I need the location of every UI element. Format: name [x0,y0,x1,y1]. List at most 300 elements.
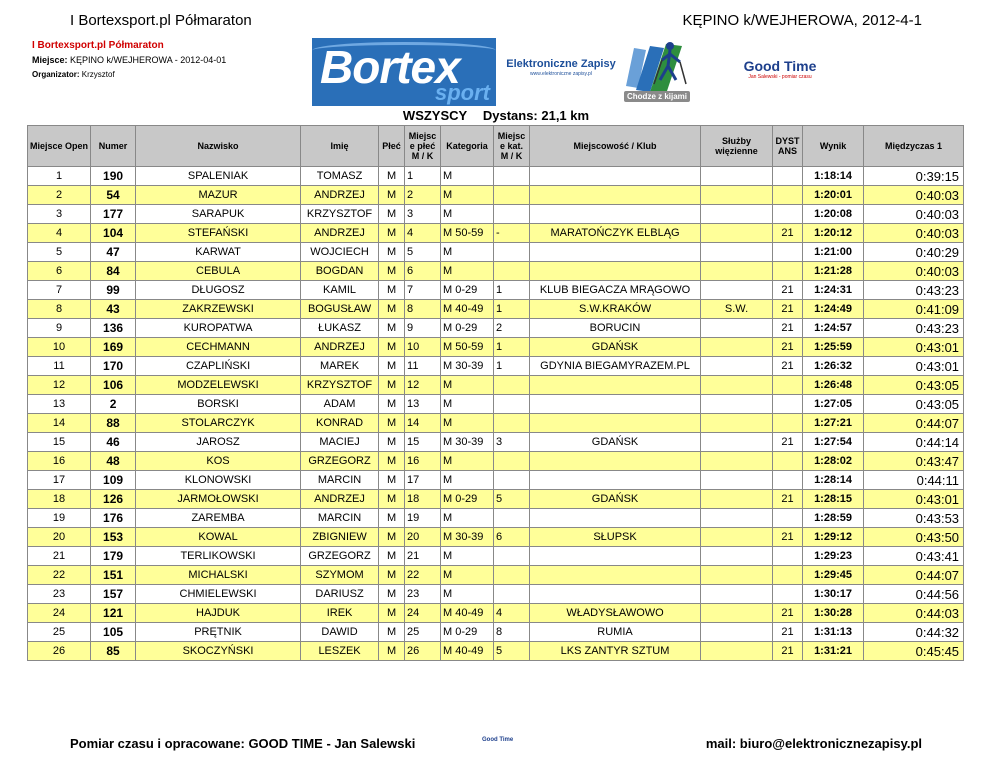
distance-label: Dystans: 21,1 km [482,108,590,123]
cell-miejsce-plec: 2 [405,186,441,205]
table-row [28,566,964,585]
table-row [28,490,964,509]
cell-klub [530,376,701,395]
cell-nazwisko: ZAREMBA [136,509,301,528]
cell-dystans: 21 [773,623,803,642]
results-table [27,125,964,661]
cell-numer: 109 [91,471,136,490]
cell-imie: ANDRZEJ [301,490,379,509]
cell-open: 10 [28,338,91,357]
cell-miejsce-kat: 5 [494,642,530,661]
cell-miedzyczas: 0:39:15 [864,167,964,186]
cell-kategoria: M [441,509,494,528]
cell-plec: M [379,452,405,471]
cell-miejsce-plec: 5 [405,243,441,262]
organizer-value: Krzysztof [81,70,115,79]
cell-kategoria: M [441,452,494,471]
cell-open: 2 [28,186,91,205]
place-line [32,55,226,65]
ez-logo-title: Elektroniczne Zapisy [506,58,616,70]
cell-wynik: 1:21:28 [803,262,864,281]
cell-wynik: 1:25:59 [803,338,864,357]
footer-contact-email: mail: biuro@elektronicznezapisy.pl [705,736,922,751]
cell-plec: M [379,395,405,414]
cell-numer: 190 [91,167,136,186]
cell-kategoria: M [441,205,494,224]
cell-kategoria: M [441,262,494,281]
cell-plec: M [379,376,405,395]
col-klub-header: Miejscowość / Klub [530,126,701,167]
cell-open: 26 [28,642,91,661]
cell-miejsce-kat [494,585,530,604]
place-value: KĘPINO k/WEJHEROWA - 2012-04-01 [70,55,227,65]
event-name: I Bortexsport.pl Półmaraton [32,40,164,51]
col-wynik-header: Wynik [803,126,864,167]
cell-numer: 136 [91,319,136,338]
cell-dystans: 21 [773,433,803,452]
cell-sluzby [701,224,773,243]
cell-klub [530,186,701,205]
cell-numer: 153 [91,528,136,547]
cell-open: 23 [28,585,91,604]
table-row [28,395,964,414]
cell-klub [530,167,701,186]
cell-wynik: 1:20:01 [803,186,864,205]
cell-miejsce-plec: 3 [405,205,441,224]
cell-klub [530,452,701,471]
cell-plec: M [379,566,405,585]
cell-miedzyczas: 0:43:01 [864,357,964,376]
cell-imie: MACIEJ [301,433,379,452]
cell-miedzyczas: 0:43:23 [864,281,964,300]
footer-timing-credit: Pomiar czasu i opracowane: GOOD TIME - Jan Salewski [70,736,416,751]
cell-miejsce-plec: 6 [405,262,441,281]
cell-dystans: 21 [773,281,803,300]
cell-miejsce-kat [494,547,530,566]
cell-wynik: 1:18:14 [803,167,864,186]
cell-open: 9 [28,319,91,338]
cell-miejsce-plec: 1 [405,167,441,186]
cell-miejsce-kat [494,186,530,205]
cell-nazwisko: ZAKRZEWSKI [136,300,301,319]
cell-miejsce-plec: 12 [405,376,441,395]
cell-miedzyczas: 0:43:01 [864,490,964,509]
elektroniczne-zapisy-logo [500,58,622,77]
cell-miejsce-plec: 13 [405,395,441,414]
cell-klub: GDYNIA BIEGAMYRAZEM.PL [530,357,701,376]
cell-sluzby [701,585,773,604]
results-subheader [0,108,992,123]
table-row [28,281,964,300]
cell-sluzby [701,509,773,528]
cell-nazwisko: SPALENIAK [136,167,301,186]
cell-miejsce-plec: 23 [405,585,441,604]
cell-imie: ANDRZEJ [301,224,379,243]
cell-dystans [773,585,803,604]
cell-numer: 48 [91,452,136,471]
cell-wynik: 1:26:48 [803,376,864,395]
table-row [28,167,964,186]
cell-dystans [773,376,803,395]
cell-miejsce-plec: 14 [405,414,441,433]
cell-miedzyczas: 0:40:03 [864,186,964,205]
cell-klub: S.W.KRAKÓW [530,300,701,319]
cell-miedzyczas: 0:41:09 [864,300,964,319]
cell-miejsce-kat: 2 [494,319,530,338]
cell-sluzby [701,167,773,186]
cell-miejsce-kat: 4 [494,604,530,623]
cell-open: 24 [28,604,91,623]
cell-sluzby [701,395,773,414]
cell-miedzyczas: 0:44:11 [864,471,964,490]
cell-miedzyczas: 0:44:07 [864,414,964,433]
table-row [28,623,964,642]
cell-plec: M [379,433,405,452]
col-plec-header: Płeć [379,126,405,167]
cell-miedzyczas: 0:43:23 [864,319,964,338]
cell-nazwisko: CHMIELEWSKI [136,585,301,604]
cell-numer: 84 [91,262,136,281]
cell-imie: WOJCIECH [301,243,379,262]
cell-dystans [773,414,803,433]
cell-imie: KRZYSZTOF [301,376,379,395]
cell-wynik: 1:24:57 [803,319,864,338]
cell-numer: 46 [91,433,136,452]
table-row [28,357,964,376]
bortex-sport-logo [312,38,496,106]
cell-dystans [773,186,803,205]
cell-kategoria: M 30-39 [441,433,494,452]
cell-miejsce-plec: 15 [405,433,441,452]
cell-imie: GRZEGORZ [301,547,379,566]
col-miedzyczas-header: Międzyczas 1 [864,126,964,167]
cell-open: 1 [28,167,91,186]
table-row [28,452,964,471]
cell-kategoria: M 0-29 [441,490,494,509]
cell-open: 7 [28,281,91,300]
cell-nazwisko: CZAPLIŃSKI [136,357,301,376]
cell-klub [530,509,701,528]
col-numer-header: Numer [91,126,136,167]
cell-plec: M [379,528,405,547]
cell-plec: M [379,281,405,300]
cell-numer: 104 [91,224,136,243]
cell-miejsce-kat [494,509,530,528]
cell-miejsce-plec: 19 [405,509,441,528]
cell-klub [530,205,701,224]
cell-miedzyczas: 0:40:03 [864,224,964,243]
cell-numer: 106 [91,376,136,395]
cell-kategoria: M [441,471,494,490]
cell-open: 25 [28,623,91,642]
cell-imie: KONRAD [301,414,379,433]
cell-miedzyczas: 0:44:03 [864,604,964,623]
cell-miedzyczas: 0:44:07 [864,566,964,585]
cell-sluzby [701,376,773,395]
cell-kategoria: M 50-59 [441,224,494,243]
cell-miejsce-kat [494,471,530,490]
cell-plec: M [379,167,405,186]
cell-wynik: 1:29:45 [803,566,864,585]
table-row [28,262,964,281]
cell-klub [530,547,701,566]
cell-miejsce-plec: 25 [405,623,441,642]
cell-numer: 2 [91,395,136,414]
organizer-line [32,70,115,79]
cell-nazwisko: MAZUR [136,186,301,205]
cell-imie: MARCIN [301,509,379,528]
cell-kategoria: M 40-49 [441,300,494,319]
cell-nazwisko: KOWAL [136,528,301,547]
cell-wynik: 1:27:54 [803,433,864,452]
cell-wynik: 1:28:14 [803,471,864,490]
cell-plec: M [379,585,405,604]
cell-miedzyczas: 0:45:45 [864,642,964,661]
cell-plec: M [379,490,405,509]
cell-numer: 170 [91,357,136,376]
cell-klub: WŁADYSŁAWOWO [530,604,701,623]
cell-imie: DARIUSZ [301,585,379,604]
table-row [28,319,964,338]
cell-klub: MARATOŃCZYK ELBLĄG [530,224,701,243]
cell-sluzby [701,433,773,452]
cell-sluzby [701,471,773,490]
cell-open: 17 [28,471,91,490]
cell-imie: IREK [301,604,379,623]
table-row [28,433,964,452]
cell-klub: GDAŃSK [530,338,701,357]
cell-numer: 126 [91,490,136,509]
cell-dystans: 21 [773,528,803,547]
cell-miejsce-plec: 7 [405,281,441,300]
cell-open: 22 [28,566,91,585]
cell-sluzby [701,205,773,224]
cell-numer: 179 [91,547,136,566]
good-time-logo-sub: Jan Salewski - pomiar czasu [748,74,812,80]
cell-miejsce-plec: 4 [405,224,441,243]
cell-klub [530,471,701,490]
cell-miejsce-plec: 26 [405,642,441,661]
cell-dystans: 21 [773,604,803,623]
cell-imie: ADAM [301,395,379,414]
cell-miejsce-kat [494,205,530,224]
table-row [28,471,964,490]
cell-kategoria: M 0-29 [441,281,494,300]
cell-open: 13 [28,395,91,414]
cell-kategoria: M [441,376,494,395]
cell-dystans [773,243,803,262]
bortex-logo-text: Bortex [320,41,460,93]
cell-numer: 43 [91,300,136,319]
cell-imie: LESZEK [301,642,379,661]
cell-miejsce-plec: 16 [405,452,441,471]
cell-miejsce-kat [494,243,530,262]
table-row [28,547,964,566]
cell-sluzby [701,604,773,623]
table-header-row [28,126,964,167]
cell-klub [530,395,701,414]
cell-miedzyczas: 0:43:01 [864,338,964,357]
cell-dystans [773,566,803,585]
cell-kategoria: M [441,395,494,414]
cell-kategoria: M [441,186,494,205]
cell-miedzyczas: 0:40:03 [864,205,964,224]
cell-wynik: 1:20:12 [803,224,864,243]
cell-miedzyczas: 0:43:05 [864,376,964,395]
cell-nazwisko: STOLARCZYK [136,414,301,433]
cell-nazwisko: KLONOWSKI [136,471,301,490]
cell-numer: 105 [91,623,136,642]
cell-numer: 177 [91,205,136,224]
cell-nazwisko: HAJDUK [136,604,301,623]
cell-miejsce-kat: 1 [494,300,530,319]
cell-miejsce-kat: 1 [494,338,530,357]
cell-imie: ŁUKASZ [301,319,379,338]
cell-kategoria: M 40-49 [441,604,494,623]
cell-dystans: 21 [773,642,803,661]
cell-klub: KLUB BIEGACZA MRĄGOWO [530,281,701,300]
col-imie-header: Imię [301,126,379,167]
cell-kategoria: M [441,566,494,585]
cell-imie: BOGDAN [301,262,379,281]
cell-wynik: 1:29:23 [803,547,864,566]
cell-miejsce-kat: 6 [494,528,530,547]
cell-klub [530,262,701,281]
cell-dystans: 21 [773,300,803,319]
cell-open: 6 [28,262,91,281]
cell-plec: M [379,623,405,642]
cell-numer: 85 [91,642,136,661]
cell-kategoria: M [441,243,494,262]
cell-klub: LKS ZANTYR SZTUM [530,642,701,661]
cell-miejsce-kat [494,262,530,281]
cell-klub: GDAŃSK [530,433,701,452]
location-date: KĘPINO k/WEJHEROWA, 2012-4-1 [682,12,922,29]
col-sluzby-header: Służby więzienne [701,126,773,167]
cell-miejsce-kat: 5 [494,490,530,509]
cell-numer: 54 [91,186,136,205]
cell-klub: RUMIA [530,623,701,642]
cell-miedzyczas: 0:43:41 [864,547,964,566]
cell-plec: M [379,642,405,661]
cell-open: 8 [28,300,91,319]
cell-imie: SZYMOM [301,566,379,585]
cell-sluzby [701,338,773,357]
cell-miejsce-kat: 1 [494,357,530,376]
cell-plec: M [379,300,405,319]
table-row [28,509,964,528]
cell-wynik: 1:31:21 [803,642,864,661]
cell-sluzby [701,566,773,585]
cell-sluzby [701,490,773,509]
table-row [28,224,964,243]
cell-dystans [773,509,803,528]
cell-kategoria: M 30-39 [441,528,494,547]
cell-imie: KAMIL [301,281,379,300]
cell-dystans: 21 [773,319,803,338]
cell-miedzyczas: 0:44:14 [864,433,964,452]
cell-dystans [773,205,803,224]
cell-miejsce-kat [494,566,530,585]
cell-wynik: 1:28:02 [803,452,864,471]
cell-miejsce-kat [494,452,530,471]
cell-miejsce-plec: 10 [405,338,441,357]
cell-open: 19 [28,509,91,528]
table-row [28,414,964,433]
cell-miejsce-kat: 8 [494,623,530,642]
cell-sluzby [701,414,773,433]
cell-klub: SŁUPSK [530,528,701,547]
footer-good-time-logo: Good Time [482,737,514,743]
cell-miedzyczas: 0:44:56 [864,585,964,604]
cell-miejsce-kat [494,414,530,433]
col-nazwisko-header: Nazwisko [136,126,301,167]
cell-open: 18 [28,490,91,509]
sport-logo-text: sport [435,80,490,105]
col-open-header: Miejsce Open [28,126,91,167]
cell-plec: M [379,205,405,224]
cell-klub [530,414,701,433]
cell-nazwisko: KARWAT [136,243,301,262]
table-row [28,243,964,262]
cell-wynik: 1:20:08 [803,205,864,224]
cell-nazwisko: PRĘTNIK [136,623,301,642]
cell-open: 3 [28,205,91,224]
cell-dystans [773,395,803,414]
cell-kategoria: M 0-29 [441,319,494,338]
cell-plec: M [379,186,405,205]
chodze-logo-text: Chodze z kijami [624,91,690,102]
cell-miedzyczas: 0:43:47 [864,452,964,471]
table-row [28,528,964,547]
cell-miedzyczas: 0:40:03 [864,262,964,281]
cell-sluzby [701,262,773,281]
cell-plec: M [379,604,405,623]
cell-miedzyczas: 0:43:05 [864,395,964,414]
cell-plec: M [379,357,405,376]
place-label: Miejsce: [32,55,68,65]
cell-miejsce-plec: 9 [405,319,441,338]
cell-wynik: 1:30:28 [803,604,864,623]
chodze-z-kijami-logo [624,40,710,102]
table-row [28,376,964,395]
cell-nazwisko: SARAPUK [136,205,301,224]
cell-miedzyczas: 0:43:50 [864,528,964,547]
cell-nazwisko: MODZELEWSKI [136,376,301,395]
table-row [28,338,964,357]
cell-wynik: 1:26:32 [803,357,864,376]
cell-plec: M [379,262,405,281]
cell-sluzby: S.W. [701,300,773,319]
cell-imie: MARCIN [301,471,379,490]
cell-imie: BOGUSŁAW [301,300,379,319]
cell-nazwisko: TERLIKOWSKI [136,547,301,566]
cell-miejsce-plec: 17 [405,471,441,490]
cell-numer: 169 [91,338,136,357]
cell-open: 5 [28,243,91,262]
table-row [28,642,964,661]
good-time-logo [732,58,828,80]
cell-klub: BORUCIN [530,319,701,338]
cell-miejsce-plec: 18 [405,490,441,509]
cell-klub: GDAŃSK [530,490,701,509]
cell-dystans: 21 [773,490,803,509]
cell-kategoria: M 0-29 [441,623,494,642]
organizer-label: Organizator: [32,70,80,79]
cell-plec: M [379,319,405,338]
cell-nazwisko: KOS [136,452,301,471]
cell-wynik: 1:24:31 [803,281,864,300]
